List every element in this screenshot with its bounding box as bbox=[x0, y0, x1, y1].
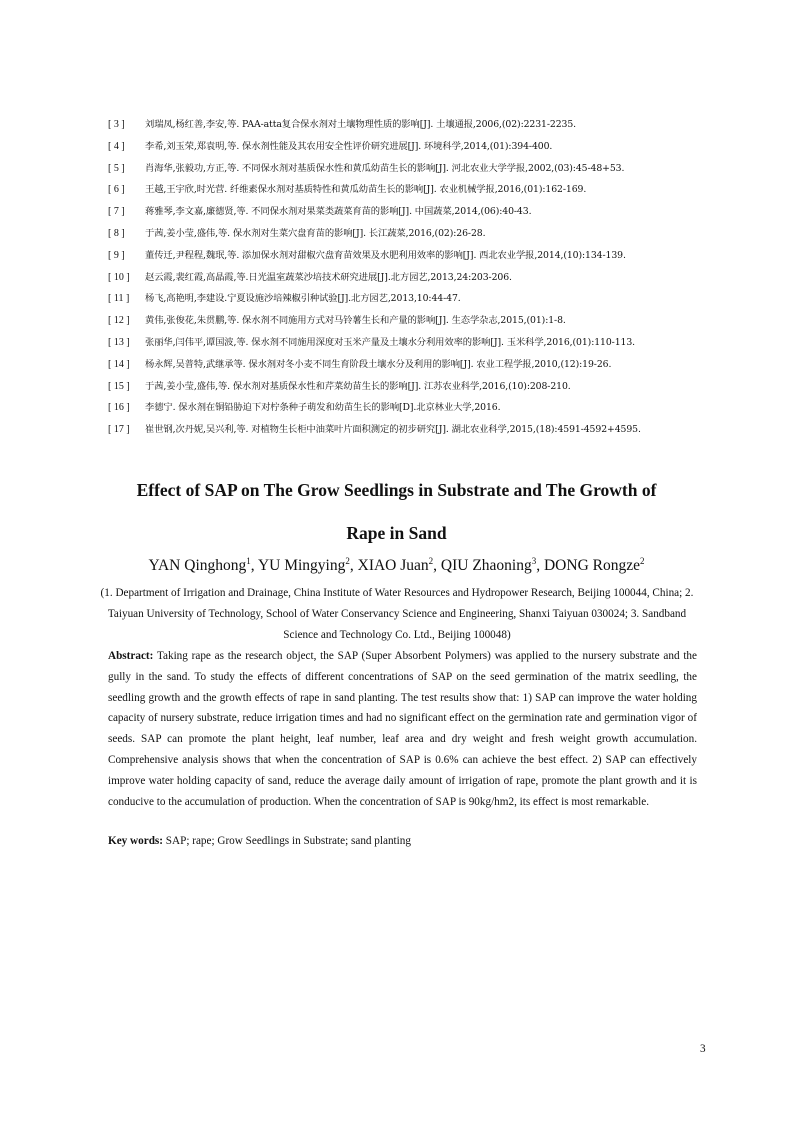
reference-item bbox=[108, 380, 748, 402]
reference-text: 杨飞,高艳明,李建设.宁夏设施沙培辣椒引种试验[J].北方园艺,2013,10:44-47. bbox=[145, 293, 461, 305]
reference-text: 赵云霞,裴红霞,高晶霞,等.日光温室蔬菜沙培技术研究进展[J].北方园艺,2013,24:203-206. bbox=[145, 271, 512, 283]
reference-number: [ 7 ] bbox=[108, 206, 125, 218]
keywords-text: SAP; rape; Grow Seedlings in Substrate; sand planting bbox=[165, 835, 411, 847]
reference-text: 张丽华,闫伟平,谭国波,等. 保水剂不同施用深度对玉米产量及土壤水分利用效率的影响[J]. 玉米科学,2016,(01):110-113. bbox=[145, 336, 636, 348]
reference-number: [ 11 ] bbox=[108, 293, 130, 305]
abstract-label: Abstract: bbox=[108, 650, 154, 662]
reference-item bbox=[108, 140, 748, 162]
reference-number: [ 15 ] bbox=[108, 380, 130, 392]
reference-item bbox=[108, 183, 748, 205]
reference-item bbox=[108, 314, 748, 336]
author-affiliation-marker: 2 bbox=[428, 556, 434, 566]
author-name: YAN Qinghong bbox=[148, 557, 247, 575]
reference-text: 李德宁. 保水剂在铜铅胁迫下对柠条种子萌发和幼苗生长的影响[D].北京林业大学,2016. bbox=[145, 402, 501, 414]
reference-item bbox=[108, 271, 748, 293]
reference-text: 于茜,姜小莹,盛伟,等. 保水剂对生菜穴盘育苗的影响[J]. 长江蔬菜,2016,(02):26-28. bbox=[145, 227, 486, 239]
reference-text: 肖海华,张毅功,方正,等. 不同保水剂对基质保水性和黄瓜幼苗生长的影响[J]. 河北农业大学学报,2002,(03):45-48+53. bbox=[145, 162, 625, 174]
paper-title-line-2: Rape in Sand bbox=[346, 523, 447, 543]
author-affiliation-marker: 2 bbox=[639, 556, 645, 566]
reference-number: [ 4 ] bbox=[108, 140, 125, 152]
reference-item bbox=[108, 118, 748, 140]
reference-number: [ 8 ] bbox=[108, 227, 125, 239]
author-affiliation-marker: 2 bbox=[345, 556, 350, 566]
reference-text: 刘瑞凤,杨红善,李安,等. PAA-atta复合保水剂对土壤物理性质的影响[J]. 土壤通报,2006,(02):2231-2235. bbox=[145, 119, 577, 130]
reference-item bbox=[108, 336, 748, 358]
reference-text: 黄伟,张俊花,朱贯鹏,等. 保水剂不同施用方式对马铃薯生长和产量的影响[J]. 生态学杂志,2015,(01):1-8. bbox=[145, 315, 566, 327]
reference-number: [ 16 ] bbox=[108, 402, 130, 414]
reference-number: [ 5 ] bbox=[108, 162, 125, 174]
reference-item bbox=[108, 401, 748, 423]
keywords-label: Key words: bbox=[108, 835, 163, 847]
reference-text: 杨永辉,吴普特,武继承等. 保水剂对冬小麦不同生育阶段土壤水分及利用的影响[J]. 农业工程学报,2010,(12):19-26. bbox=[145, 358, 612, 370]
reference-text: 李希,刘玉荣,郑袁明,等. 保水剂性能及其农用安全性评价研究进展[J]. 环境科学,2014,(01):394-400. bbox=[145, 140, 553, 152]
reference-text: 王越,王宇欣,时光营. 纤维素保水剂对基质特性和黄瓜幼苗生长的影响[J]. 农业机械学报,2016,(01):162-169. bbox=[145, 184, 587, 196]
affiliations: (1. Department of Irrigation and Drainage, China Institute of Water Resources and Hydropower Research, Beijing 100044, China; 2. Taiyuan University of Technology, School of Water Conservancy Science and Engineering, Shanxi Taiyuan 030024; 3. Sandband Science and Technology Co. Ltd., Beijing 100048) bbox=[100, 587, 694, 641]
author-name: DONG Rongze bbox=[543, 557, 640, 575]
author-name: YU Mingying bbox=[257, 557, 346, 575]
reference-number: [ 13 ] bbox=[108, 336, 130, 348]
reference-number: [ 3 ] bbox=[108, 119, 125, 130]
reference-text: 董传迁,尹程程,魏珉,等. 添加保水剂对甜椒穴盘育苗效果及水肥利用效率的影响[J]. 西北农业学报,2014,(10):134-139. bbox=[145, 249, 626, 261]
abstract-text: Taking rape as the research object, the SAP (Super Absorbent Polymers) was applied to the nursery substrate and the gully in the sand. To study the effects of different concentrations of SAP on the seed germination of the matrix seedling, the seedling growth and the growth effects of rape in sand planting. The test results show that: 1) SAP can improve the water holding capacity of nursery substrate, reduce irrigation times and had no significant effect on the germination rate and germination vigor of seeds. SAP can promote the plant height, leaf number, leaf area and dry weight and fresh weight growth accumulation. Comprehensive analysis shows that when the concentration of SAP is 0.6% can achieve the best effect. 2) SAP can effectively improve water holding capacity of sand, reduce the average daily amount of irrigation of rape, promote the plant growth and it is conducive to the accumulation of production. When the concentration of SAP is 90kg/hm2, its effect is most remarkable. bbox=[108, 650, 697, 808]
reference-number: [ 14 ] bbox=[108, 358, 130, 370]
reference-number: [ 10 ] bbox=[108, 271, 130, 283]
reference-item bbox=[108, 162, 748, 184]
reference-item bbox=[108, 423, 748, 445]
reference-item bbox=[108, 227, 748, 249]
reference-number: [ 12 ] bbox=[108, 315, 130, 327]
author-name: QIU Zhaoning bbox=[440, 557, 532, 575]
author-affiliation-marker: 1 bbox=[246, 556, 251, 566]
author-name: XIAO Juan bbox=[357, 557, 429, 575]
keywords bbox=[108, 835, 697, 847]
page-number: 3 bbox=[700, 1043, 706, 1055]
abstract bbox=[108, 646, 697, 812]
reference-item bbox=[108, 205, 748, 227]
reference-text: 于茜,姜小莹,盛伟,等. 保水剂对基质保水性和芹菜幼苗生长的影响[J]. 江苏农业科学,2016,(10):208-210. bbox=[145, 380, 571, 392]
reference-text: 蒋雅琴,李文嘉,廉德贤,等. 不同保水剂对果菜类蔬菜育苗的影响[J]. 中国蔬菜,2014,(06):40-43. bbox=[145, 206, 532, 218]
reference-item bbox=[108, 292, 748, 314]
reference-number: [ 6 ] bbox=[108, 184, 125, 196]
reference-number: [ 17 ] bbox=[108, 424, 130, 436]
paper-title-line-1: Effect of SAP on The Grow Seedlings in Substrate and The Growth of bbox=[136, 480, 657, 500]
reference-number: [ 9 ] bbox=[108, 249, 125, 261]
author-list: YAN Qinghong$^1$, YU Mingying$^2$, XIAO Juan$^2$, QIU Zhaoning$^3$, DONG Rongze$^2$ bbox=[148, 556, 645, 575]
reference-text: 崔世钢,次丹妮,吴兴利,等. 对植物生长柜中油菜叶片面积测定的初步研究[J]. 湖北农业科学,2015,(18):4591-4592+4595. bbox=[145, 424, 641, 436]
reference-item bbox=[108, 358, 748, 380]
reference-item bbox=[108, 249, 748, 271]
reference-list bbox=[108, 118, 748, 445]
author-affiliation-marker: 3 bbox=[531, 556, 537, 566]
